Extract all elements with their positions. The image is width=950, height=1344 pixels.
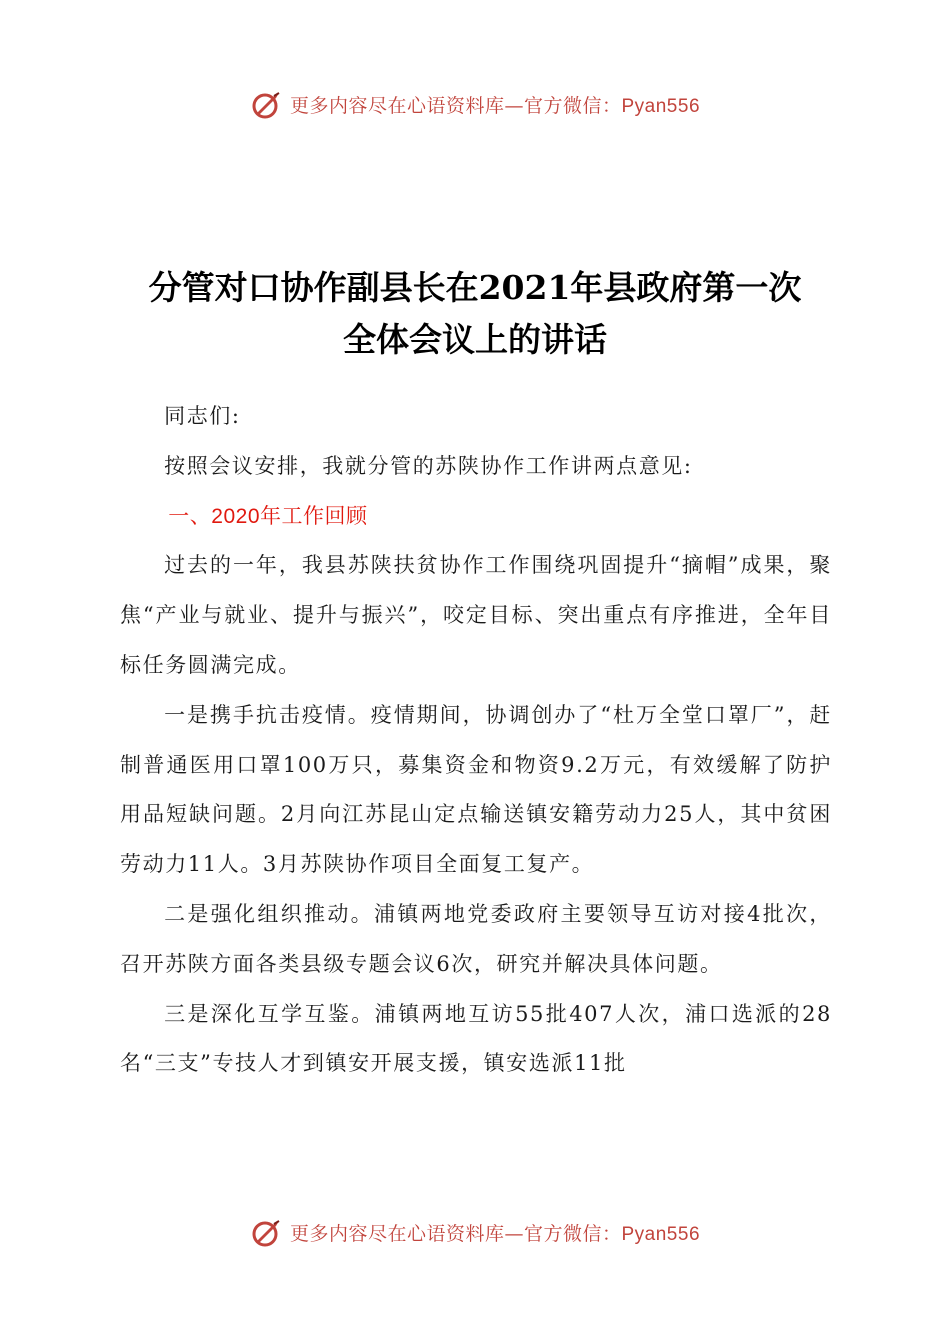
paragraph: 过去的一年，我县苏陕扶贫协作工作围绕巩固提升“摘帽”成果，聚焦“产业与就业、提升与振兴”，咬定目标、突出重点有序推进，全年目标任务圆满完成。	[120, 553, 832, 677]
document-title	[0, 262, 950, 366]
watermark-text: 更多内容尽在心语资料库—官方微信：Pyan556	[289, 1222, 701, 1245]
document-body	[120, 392, 832, 1089]
watermark-id: Pyan556	[621, 1223, 701, 1245]
pen-logo-icon	[250, 1215, 284, 1249]
title-line-2: 全体会议上的讲话	[343, 320, 607, 359]
watermark-text: 更多内容尽在心语资料库—官方微信：Pyan556	[289, 94, 701, 117]
intro-paragraph: 按照会议安排，我就分管的苏陕协作工作讲两点意见:	[164, 453, 693, 478]
watermark-header	[0, 84, 950, 124]
salutation: 同志们:	[164, 404, 241, 428]
watermark-id: Pyan556	[621, 95, 701, 117]
section-heading: 一、2020年工作回顾	[168, 504, 368, 528]
title-line-1: 分管对口协作副县长在2021年县政府第一次	[148, 268, 802, 307]
paragraph: 三是深化互学互鉴。浦镇两地互访55批407人次，浦口选派的28名“三支”专技人才到镇安开展支援，镇安选派11批	[120, 1001, 832, 1076]
paragraph: 二是强化组织推动。浦镇两地党委政府主要领导互访对接4批次，召开苏陕方面各类县级专题会议6次，研究并解决具体问题。	[120, 901, 832, 976]
pen-logo-icon	[250, 87, 284, 121]
watermark-footer	[0, 1212, 950, 1252]
paragraph: 一是携手抗击疫情。疫情期间，协调创办了“杜万全堂口罩厂”，赶制普通医用口罩100万只，募集资金和物资9.2万元，有效缓解了防护用品短缺问题。2月向江苏昆山定点输送镇安籍劳动力25人，其中贫困劳动力11人。3月苏陕协作项目全面复工复产。	[120, 702, 833, 877]
